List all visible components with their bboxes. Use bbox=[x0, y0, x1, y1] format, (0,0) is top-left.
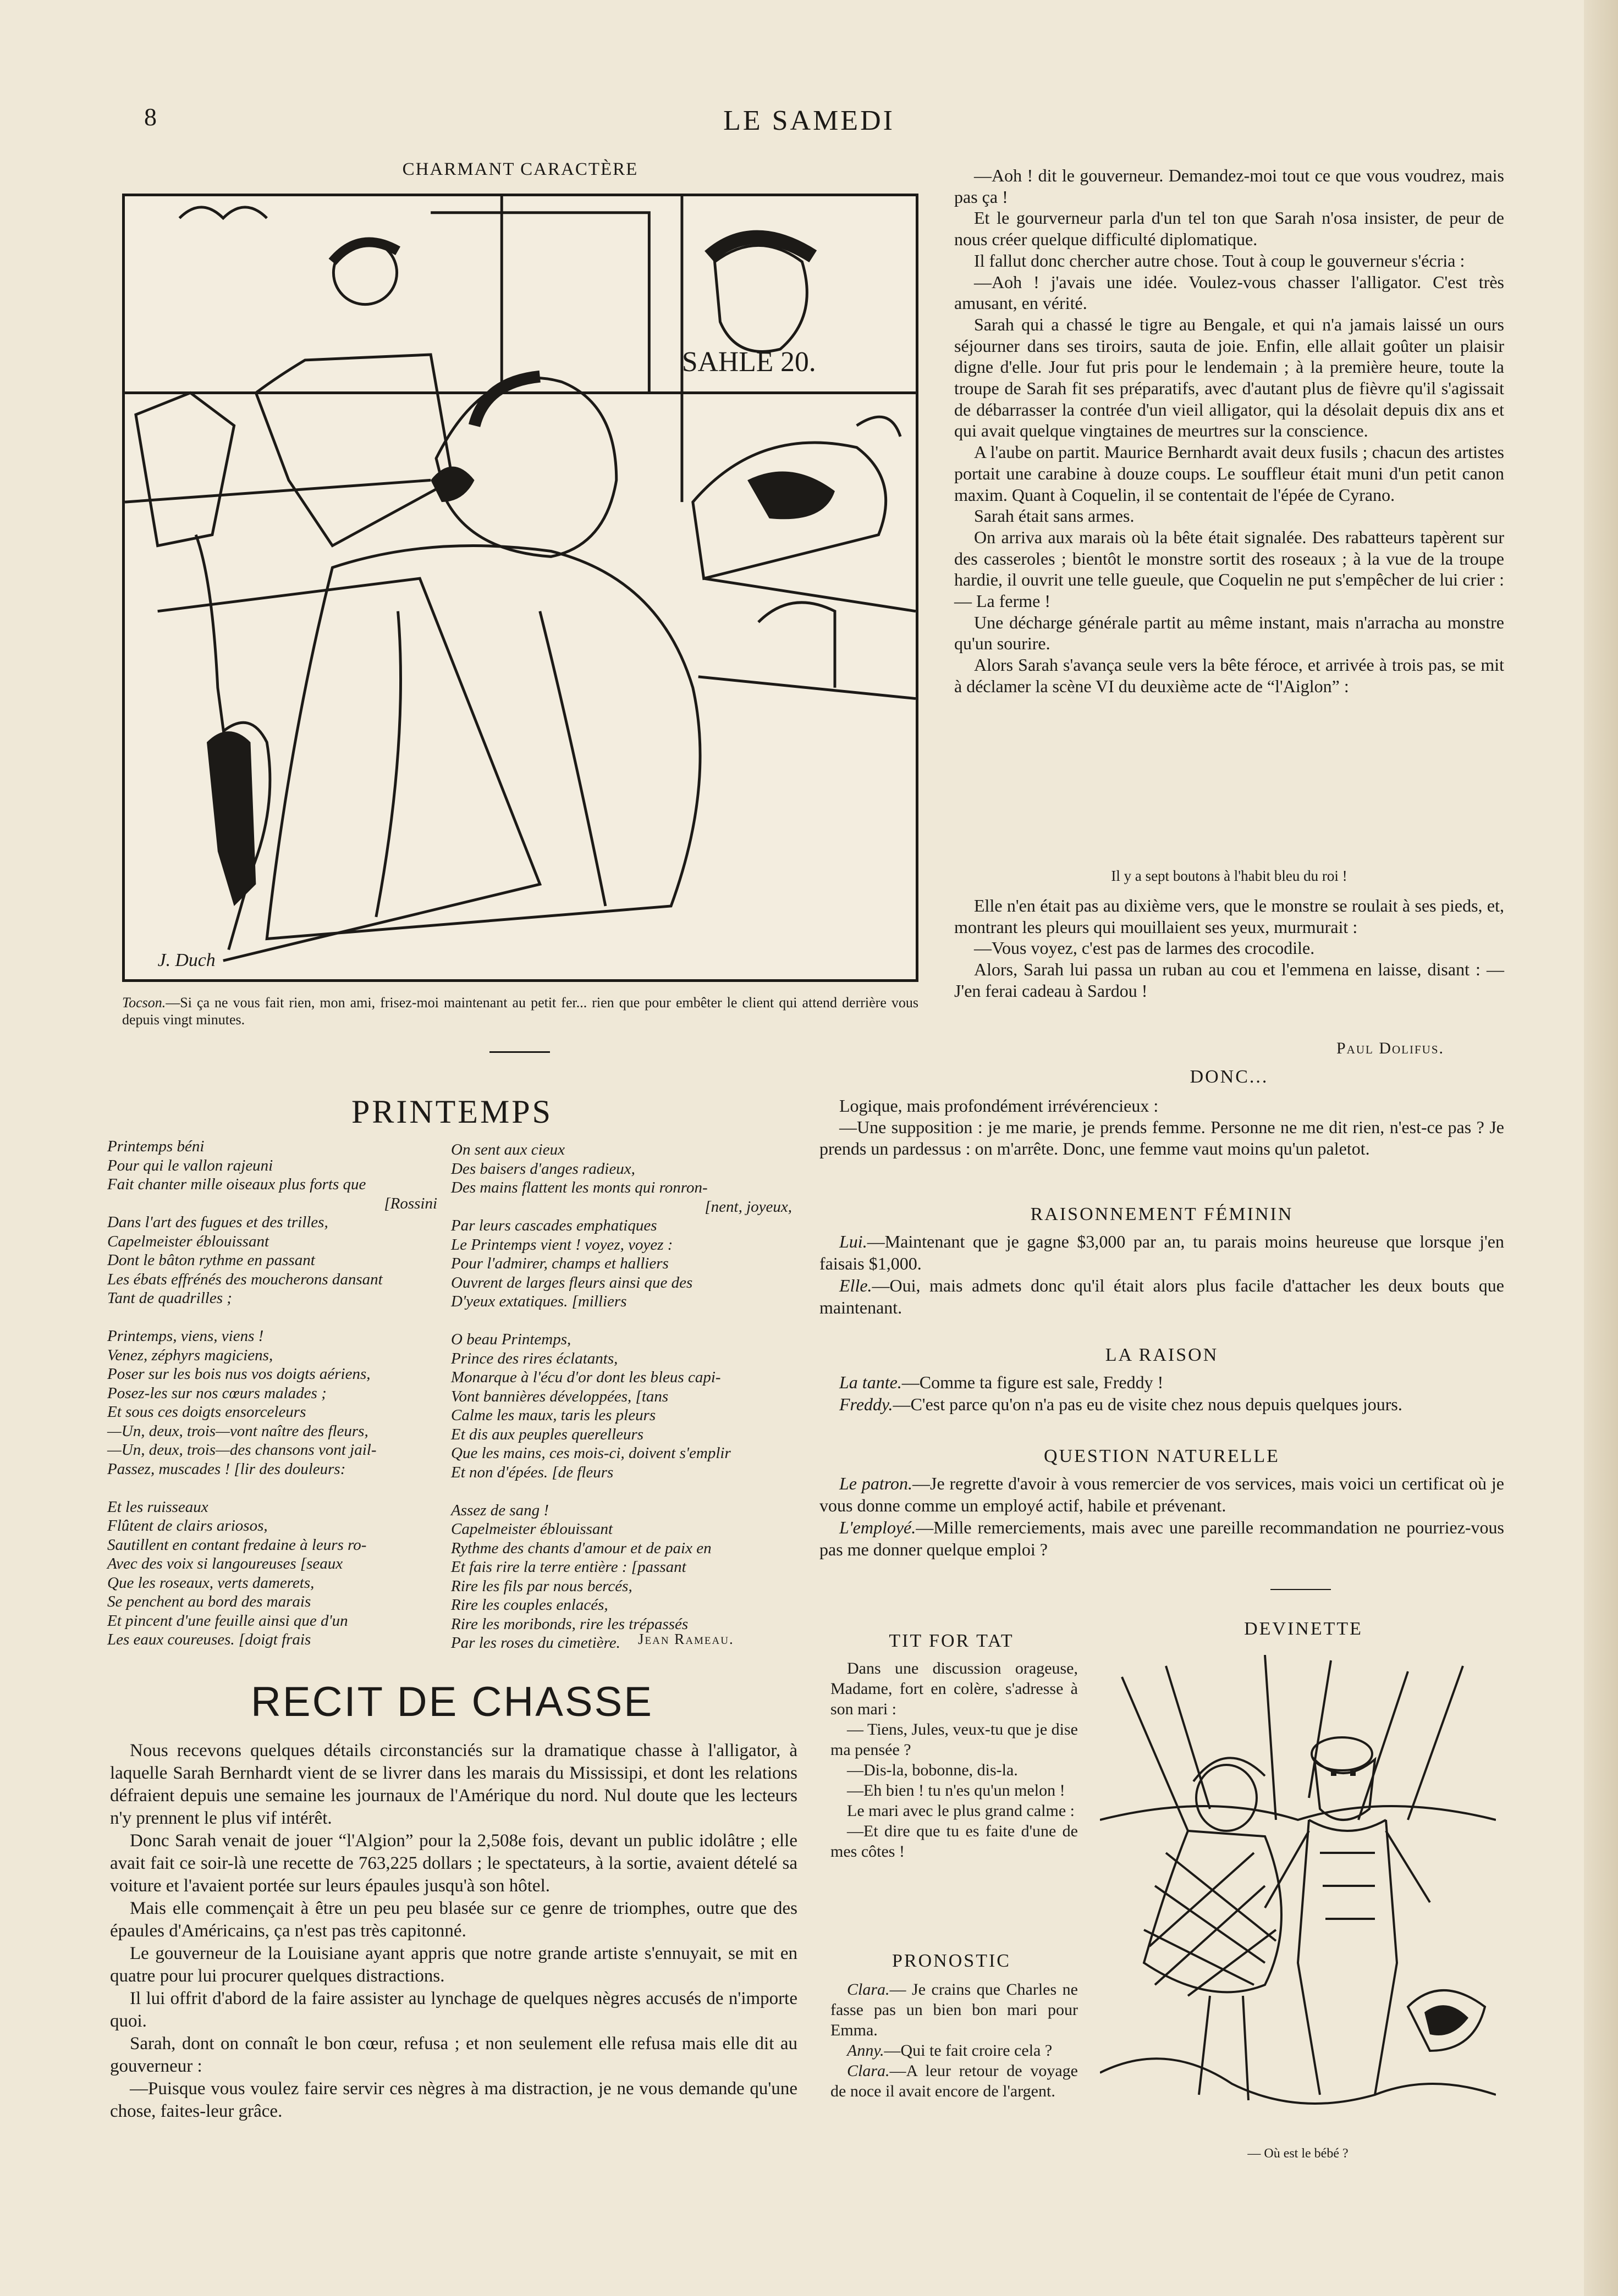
dialogue-text: —Maintenant que je gagne $3,000 par an, tu parais moins heureuse que lorsque j'en faisais $1,000. bbox=[819, 1232, 1504, 1273]
recit-paragraph: Sarah était sans armes. bbox=[974, 506, 1135, 526]
dialogue-speaker: La tante. bbox=[839, 1372, 902, 1392]
poem-line: Les eaux coureuses. [doigt frais bbox=[107, 1631, 311, 1648]
raisonnement-body bbox=[819, 1230, 1504, 1318]
raisonnement-title: RAISONNEMENT FÉMININ bbox=[1030, 1204, 1294, 1224]
dialogue-text: —Qui te fait croire cela ? bbox=[884, 2041, 1053, 2060]
cartoon-illustration bbox=[122, 194, 918, 982]
poem-line: Sautillent en contant fredaine à leurs ro- bbox=[107, 1536, 367, 1554]
dialogue-speaker: Clara. bbox=[847, 1980, 890, 1999]
donc-title: DONC... bbox=[1190, 1067, 1269, 1087]
mirror-sign-text: SAHLE 20. bbox=[681, 346, 816, 378]
recit-body-right bbox=[954, 165, 1504, 697]
recit-paragraph: Sarah, dont on connaît le bon cœur, refusa ; et non seulement elle refusa mais elle dit au gouverneur : bbox=[110, 2034, 797, 2076]
poem-line: Fait chanter mille oiseaux plus forts que bbox=[107, 1175, 366, 1193]
dialogue-line bbox=[830, 1979, 1078, 2040]
poem-line: —Un, deux, trois—des chansons vont jail- bbox=[107, 1441, 377, 1459]
poem-line: Pour qui le vallon rajeuni bbox=[107, 1156, 273, 1174]
dialogue-speaker: Clara. bbox=[847, 2062, 890, 2080]
question-title: QUESTION NATURELLE bbox=[1044, 1446, 1280, 1466]
recit-paragraph: Il fallut donc chercher autre chose. Tout à coup le gouverneur s'écria : bbox=[974, 250, 1465, 271]
poem-line: [nent, joyeux, bbox=[705, 1197, 792, 1216]
recit-paragraph: Alors, Sarah lui passa un ruban au cou et l'emmena en laisse, disant : — J'en ferai cadeau à Sardou ! bbox=[954, 959, 1504, 1001]
dialogue-line bbox=[819, 1516, 1504, 1560]
poem-line: Par leurs cascades emphatiques bbox=[451, 1217, 657, 1234]
titfortat-title: TIT FOR TAT bbox=[889, 1631, 1014, 1651]
recit-paragraph: Et le gourverneur parla d'un tel ton que Sarah n'osa insister, de peur de nous créer quelque difficulté diplomatique. bbox=[954, 208, 1504, 250]
dialogue-line bbox=[830, 2040, 1078, 2061]
poem-line: Venez, zéphyrs magiciens, bbox=[107, 1346, 273, 1364]
poem-line: Se penchent au bord des marais bbox=[107, 1593, 311, 1610]
dialogue-speaker: Le patron. bbox=[839, 1473, 913, 1493]
poem-line: Les ébats effrénés des moucherons dansant bbox=[107, 1270, 383, 1288]
dialogue-line bbox=[830, 2061, 1078, 2101]
poem-line: Par les roses du cimetière. bbox=[451, 1634, 620, 1652]
poem-line: Dont le bâton rythme en passant bbox=[107, 1251, 315, 1269]
page-binding-edge bbox=[1584, 0, 1618, 2296]
poem-line: [Rossini bbox=[384, 1194, 437, 1212]
recit-body-left bbox=[110, 1740, 797, 2123]
recit-paragraph: —Aoh ! j'avais une idée. Voulez-vous chasser l'alligator. C'est très amusant, en vérité. bbox=[954, 272, 1504, 313]
cartoon-title: CHARMANT CARACTÈRE bbox=[402, 159, 639, 179]
devinette-caption: — Où est le bébé ? bbox=[1247, 2146, 1349, 2161]
poem-line: O beau Printemps, bbox=[451, 1331, 571, 1348]
dialogue-line bbox=[819, 1274, 1504, 1318]
recit-author: Paul Dolifus. bbox=[1336, 1039, 1445, 1057]
recit-paragraph: Sarah qui a chassé le tigre au Bengale, et qui n'a jamais laissé un ours séjourner dans ses tiroirs, sauta de joie. Enfin, elle allait goûter un plaisir digne d'elle. Jour fut pris pour le lendemain ; à la première heure, toute la troupe de Sarah fit ses préparatifs, avec d'autant plus de fièvre qu'il s'agissait de débarrasser la contrée d'un vieil alligator, qui la désolait depuis dix ans et qui avait quelque vingtaines de meurtres sur la conscience. bbox=[954, 314, 1504, 441]
titfortat-paragraph: —Eh bien ! tu n'es qu'un melon ! bbox=[847, 1781, 1065, 1800]
question-body bbox=[819, 1472, 1504, 1560]
barbershop-drawing bbox=[125, 196, 916, 979]
poem-line: Dans l'art des fugues et des trilles, bbox=[107, 1213, 328, 1231]
titfortat-paragraph: —Dis-la, bobonne, dis-la. bbox=[847, 1761, 1018, 1779]
recit-paragraph: Elle n'en était pas au dixième vers, que le monstre se roulait à ses pieds, et, montrant les pleurs qui mouillaient ses yeux, murmurait : bbox=[954, 896, 1504, 937]
recit-paragraph: Nous recevons quelques détails circonstanciés sur la dramatique chasse à l'alligator, à laquelle Sarah Bernhardt vient de se livrer dans les marais du Mississipi, et dont les relations défraient depuis une semaine les journaux de l'Amérique du nord. Nul doute que les lecteurs n'y prennent le plus vif intérêt. bbox=[110, 1741, 797, 1828]
titfortat-body bbox=[830, 1658, 1078, 1862]
poem-line: On sent aux cieux bbox=[451, 1141, 565, 1158]
dialogue-text: — Je crains que Charles ne fasse pas un bien bon mari pour Emma. bbox=[830, 1980, 1078, 2039]
printemps-author: Jean Rameau. bbox=[638, 1631, 734, 1647]
poem-line: Que les roseaux, verts damerets, bbox=[107, 1574, 315, 1592]
poem-line: Flûtent de clairs ariosos, bbox=[107, 1517, 268, 1535]
caption-text: —Si ça ne vous fait rien, mon ami, frisez-moi maintenant au petit fer... rien que pour embêter le client qui attend derrière vous depuis vingt minutes. bbox=[122, 995, 918, 1028]
dialogue-text: —Je regrette d'avoir à vous remercier de vos services, mais voici un certificat où je vous donne comme un employé actif, habile et prévenant. bbox=[819, 1473, 1505, 1515]
poem-line: Que les mains, ces mois-ci, doivent s'emplir bbox=[451, 1444, 731, 1462]
poem-line: Ouvrent de larges fleurs ainsi que des bbox=[451, 1273, 693, 1292]
poem-line: Assez de sang ! bbox=[451, 1501, 549, 1519]
poem-line: Et fais rire la terre entière : [passant bbox=[451, 1558, 686, 1576]
poem-line: Printemps béni bbox=[107, 1138, 205, 1155]
poem-line: Et sous ces doigts ensorceleurs bbox=[107, 1403, 306, 1421]
recit-paragraph: Alors Sarah s'avança seule vers la bête féroce, et arrivée à trois pas, se mit à déclamer la scène VI du deuxième acte de “l'Aiglon” : bbox=[954, 655, 1504, 696]
printemps-title: PRINTEMPS bbox=[351, 1094, 553, 1130]
poem-line: Rythme des chants d'amour et de paix en bbox=[451, 1539, 712, 1557]
poem-line: Capelmeister éblouissant bbox=[107, 1232, 269, 1250]
devinette-title: DEVINETTE bbox=[1244, 1619, 1363, 1639]
poem-line: Avec des voix si langoureuses [seaux bbox=[107, 1555, 343, 1572]
recit-paragraph: Il lui offrit d'abord de la faire assister au lynchage de quelques nègres accusés de n'importe quoi. bbox=[110, 1989, 797, 2031]
poem-line: D'yeux extatiques. [milliers bbox=[451, 1293, 627, 1310]
recit-paragraph: Donc Sarah venait de jouer “l'Algion” pour la 2,508e fois, devant un public idolâtre ; elle avait fait ce soir-là une recette de 763,225 dollars ; le spectateurs, à la sortie, avaient dételé sa voiture et l'avaient portée sur leurs épaules jusqu'à son hôtel. bbox=[110, 1831, 797, 1896]
poem-line: Et non d'épées. [de fleurs bbox=[451, 1463, 614, 1481]
dialogue-text: —Comme ta figure est sale, Freddy ! bbox=[901, 1372, 1164, 1392]
poem-line: Pour l'admirer, champs et halliers bbox=[451, 1255, 669, 1272]
journal-title: LE SAMEDI bbox=[723, 105, 895, 136]
dialogue-text: —A leur retour de voyage de noce il avait encore de l'argent. bbox=[830, 2062, 1078, 2100]
devinette-illustration bbox=[1100, 1655, 1496, 2139]
artist-signature: J. Duch bbox=[157, 950, 216, 971]
poem-line: Passez, muscades ! [lir des douleurs: bbox=[107, 1460, 346, 1478]
printemps-column-1 bbox=[107, 1137, 437, 1649]
recit-paragraph: —Vous voyez, c'est pas de larmes des crocodile. bbox=[974, 938, 1315, 958]
recit-paragraph: A l'aube on partit. Maurice Bernhardt avait deux fusils ; chacun des artistes portait une carabine à douze coups. Le souffleur était muni d'un petit canon maxim. Quant à Coquelin, il se contentait de l'épée de Cyrano. bbox=[954, 442, 1504, 505]
poem-line: Calme les maux, taris les pleurs bbox=[451, 1406, 656, 1424]
recit-paragraph: Le gouverneur de la Louisiane ayant appris que notre grande artiste s'ennuyait, se mit en quatre pour lui procurer quelques distractions. bbox=[110, 1944, 797, 1986]
donc-body bbox=[819, 1095, 1504, 1160]
dialogue-speaker: Elle. bbox=[839, 1276, 872, 1295]
recit-title: RECIT DE CHASSE bbox=[251, 1679, 653, 1725]
dialogue-text: —C'est parce qu'on n'a pas eu de visite chez nous depuis quelques jours. bbox=[893, 1394, 1402, 1414]
poem-line: Rire les fils par nous bercés, bbox=[451, 1577, 632, 1595]
poem-line: Et pincent d'une feuille ainsi que d'un bbox=[107, 1611, 348, 1630]
poem-line: Monarque à l'écu d'or dont les bleus capi- bbox=[451, 1368, 721, 1386]
dialogue-line bbox=[819, 1472, 1504, 1516]
printemps-column-2 bbox=[451, 1140, 792, 1653]
poem-line: Printemps, viens, viens ! bbox=[107, 1327, 264, 1345]
poem-line bbox=[107, 1308, 437, 1327]
poem-line: Et dis aux peuples querelleurs bbox=[451, 1425, 644, 1443]
poem-line: Prince des rires éclatants, bbox=[451, 1349, 618, 1367]
dialogue-speaker: Freddy. bbox=[839, 1394, 893, 1414]
recit-paragraph: —Puisque vous voulez faire servir ces nègres à ma distraction, je ne vous demande qu'une chose, faites-leur grâce. bbox=[110, 2079, 797, 2121]
donc-paragraph: —Une supposition : je me marie, je prends femme. Personne ne me dit rien, n'est-ce pas ? Je prends un pardessus : on m'arrête. Donc, une femme vaut moins qu'un paletot. bbox=[819, 1117, 1504, 1158]
recit-paragraph: Mais elle commençait à être un peu peu blasée sur ce genre de triomphes, outre que des épaules d'Américains, ça n'est pas très capitonné. bbox=[110, 1898, 797, 1941]
section-divider bbox=[489, 1051, 550, 1053]
poem-line: Le Printemps vient ! voyez, voyez : bbox=[451, 1235, 673, 1254]
titfortat-paragraph: —Et dire que tu es faite d'une de mes côtes ! bbox=[830, 1822, 1078, 1861]
puzzle-drawing bbox=[1100, 1655, 1496, 2139]
raison-title: LA RAISON bbox=[1105, 1345, 1219, 1365]
titfortat-paragraph: Le mari avec le plus grand calme : bbox=[847, 1802, 1075, 1820]
poem-line: Posez-les sur nos cœurs malades ; bbox=[107, 1384, 327, 1402]
titfortat-paragraph: — Tiens, Jules, veux-tu que je dise ma pensée ? bbox=[830, 1720, 1078, 1759]
dialogue-text: —Mille remerciements, mais avec une pareille recommandation ne pourriez-vous pas me donner quelque emploi ? bbox=[819, 1517, 1504, 1559]
dialogue-line bbox=[819, 1230, 1504, 1274]
poem-line bbox=[107, 1478, 437, 1498]
dialogue-line bbox=[819, 1393, 1504, 1415]
dialogue-line bbox=[819, 1371, 1504, 1393]
poem-line: Et les ruisseaux bbox=[107, 1498, 208, 1516]
page-number: 8 bbox=[144, 103, 157, 131]
recit-paragraph: Une décharge générale partit au même instant, mais n'arracha au monstre qu'un sourire. bbox=[954, 612, 1504, 654]
pronostic-title: PRONOSTIC bbox=[892, 1951, 1011, 1971]
poem-line: Des baisers d'anges radieux, bbox=[451, 1160, 635, 1178]
caption-speaker: Tocson. bbox=[122, 995, 166, 1011]
dialogue-text: —Oui, mais admets donc qu'il était alors plus facile d'attacher les deux bouts que maintenant. bbox=[819, 1276, 1504, 1317]
poem-line: Vont bannières développées, [tans bbox=[451, 1387, 669, 1405]
dialogue-speaker: Anny. bbox=[847, 2041, 884, 2060]
poem-line: —Un, deux, trois—vont naître des fleurs, bbox=[107, 1422, 368, 1440]
donc-paragraph: Logique, mais profondément irrévérencieux : bbox=[839, 1096, 1159, 1116]
poem-line: Tant de quadrilles ; bbox=[107, 1289, 232, 1307]
poem-line: Poser sur les bois nus vos doigts aériens, bbox=[107, 1365, 371, 1383]
dialogue-speaker: Lui. bbox=[839, 1232, 867, 1251]
titfortat-paragraph: Dans une discussion orageuse, Madame, fort en colère, s'adresse à son mari : bbox=[830, 1659, 1078, 1718]
recit-paragraph: —Aoh ! dit le gouverneur. Demandez-moi tout ce que vous voudrez, mais pas ça ! bbox=[954, 165, 1504, 207]
dialogue-speaker: L'employé. bbox=[839, 1517, 916, 1537]
recit-quote: Il y a sept boutons à l'habit bleu du roi ! bbox=[1111, 868, 1347, 884]
poem-line bbox=[451, 1482, 792, 1501]
poem-line: Rire les couples enlacés, bbox=[451, 1596, 608, 1614]
devinette-divider bbox=[1270, 1589, 1331, 1590]
poem-line: Capelmeister éblouissant bbox=[451, 1520, 613, 1538]
poem-line bbox=[451, 1311, 792, 1331]
recit-body-final bbox=[954, 895, 1504, 1002]
cartoon-caption bbox=[122, 994, 918, 1028]
recit-paragraph: On arriva aux marais où la bête était signalée. Des rabatteurs tapèrent sur des casseroles ; bientôt le monstre sortit des roseaux ; à la vue de la troupe hardie, il ouvrit une telle gueule, que Coquelin ne put s'empêcher de lui crier :— La ferme ! bbox=[954, 527, 1504, 611]
poem-line: Rire les moribonds, rire les trépassés bbox=[451, 1615, 689, 1633]
poem-line: Des mains flattent les monts qui ronron- bbox=[451, 1179, 708, 1196]
raison-body bbox=[819, 1371, 1504, 1415]
pronostic-body bbox=[830, 1979, 1078, 2101]
